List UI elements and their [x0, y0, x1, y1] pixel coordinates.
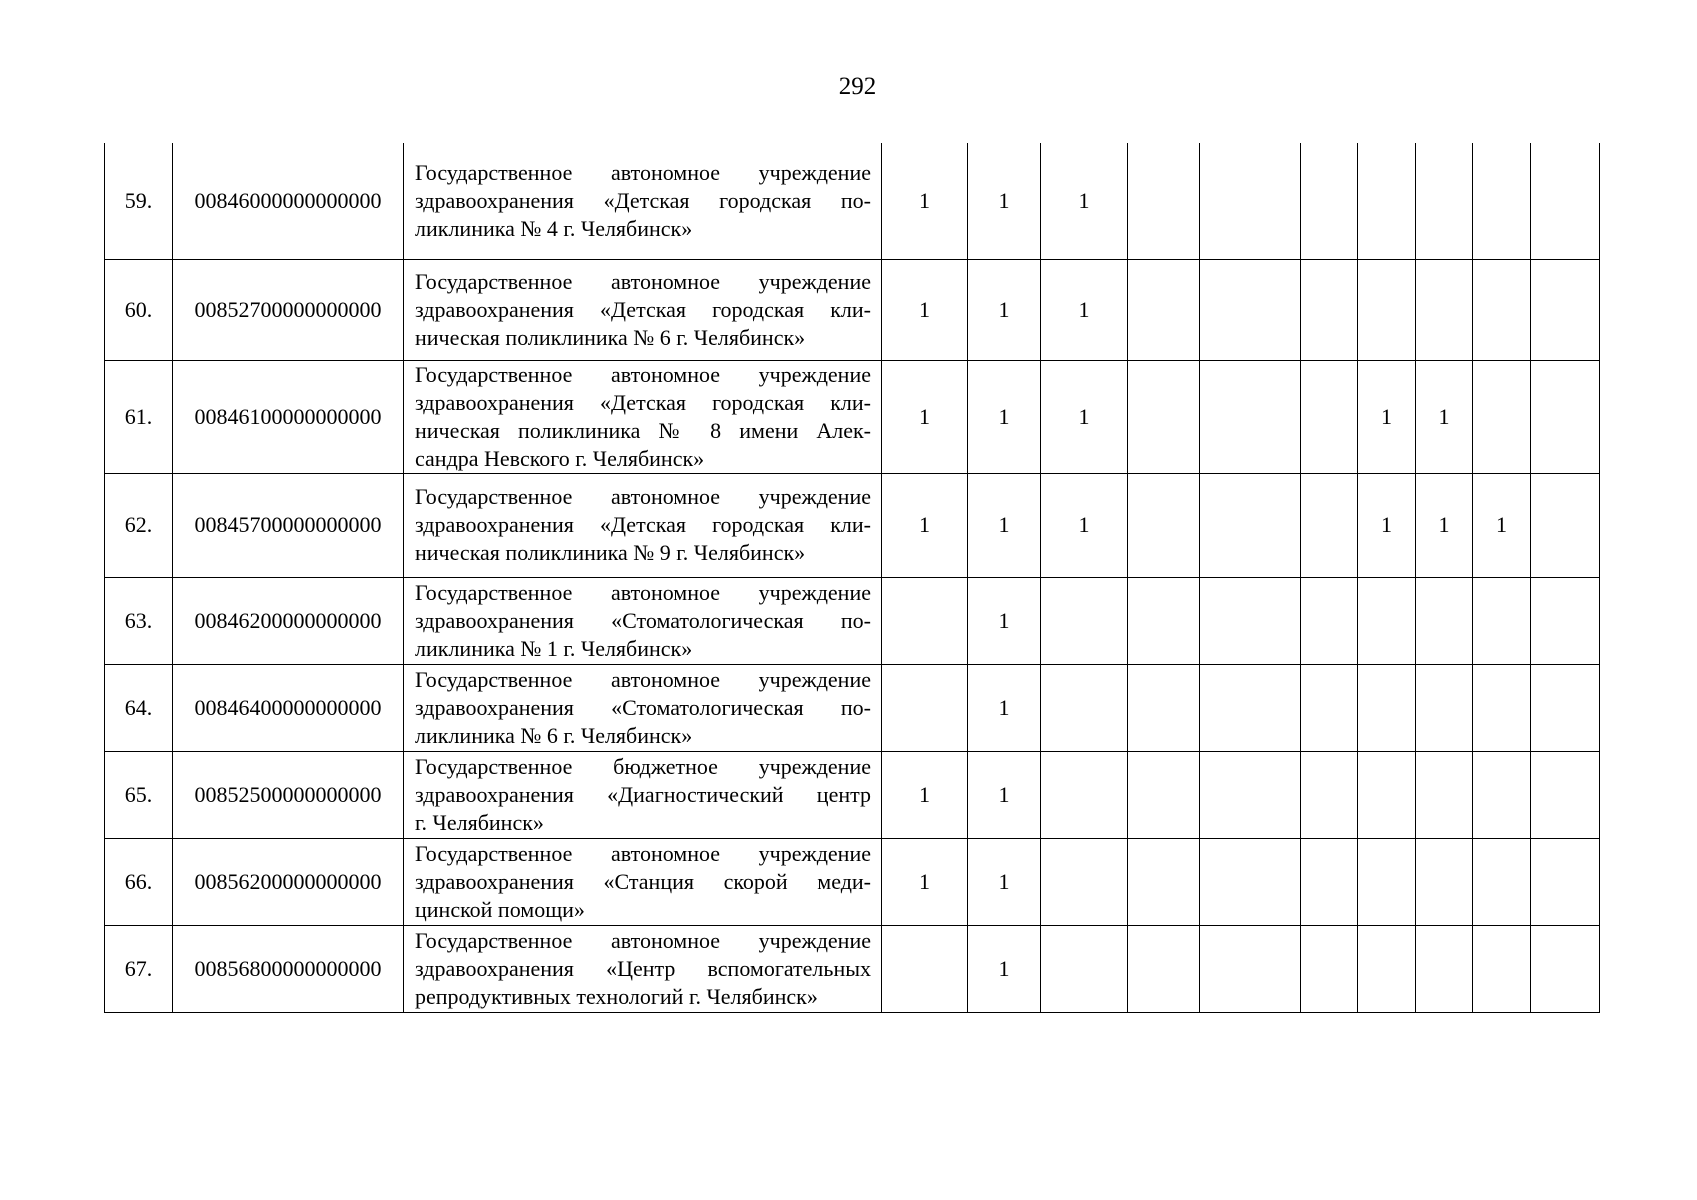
institution-name-line: Государственное бюджетное учреждение	[415, 753, 871, 779]
institution-name	[404, 360, 882, 473]
institution-name-line: ническая поликлиника № 9 г. Челябинск»	[415, 540, 806, 565]
value-cell	[1301, 664, 1358, 751]
institution-code: 00856200000000000	[173, 838, 404, 925]
value-cell: 1	[968, 259, 1041, 360]
value-cell: 1	[968, 577, 1041, 664]
value-cell	[1200, 259, 1301, 360]
value-cell	[1041, 664, 1128, 751]
institution-name-line: здравоохранения «Станция скорой меди-	[415, 868, 871, 894]
institution-name-line: здравоохранения «Диагностический центр	[415, 781, 871, 807]
value-cell: 1	[882, 143, 968, 259]
value-cell	[1531, 664, 1600, 751]
page-number: 292	[838, 73, 877, 100]
institution-name	[404, 259, 882, 360]
table-row	[105, 473, 1600, 577]
value-cell	[1358, 577, 1416, 664]
institution-name	[404, 751, 882, 838]
institution-name-line: Государственное автономное учреждение	[415, 268, 871, 294]
value-cell: 1	[1041, 473, 1128, 577]
value-cell	[1200, 473, 1301, 577]
value-cell	[1200, 664, 1301, 751]
value-cell	[1301, 838, 1358, 925]
institution-code: 00845700000000000	[173, 473, 404, 577]
row-number: 63.	[105, 577, 173, 664]
value-cell	[1128, 838, 1200, 925]
institution-code: 00846000000000000	[173, 143, 404, 259]
institution-name-line: здравоохранения «Стоматологическая по-	[415, 607, 871, 633]
value-cell	[1301, 751, 1358, 838]
value-cell	[1128, 360, 1200, 473]
row-number: 64.	[105, 664, 173, 751]
value-cell	[1473, 838, 1531, 925]
value-cell	[1301, 577, 1358, 664]
row-number: 67.	[105, 925, 173, 1012]
institution-name	[404, 925, 882, 1012]
institution-code: 00852500000000000	[173, 751, 404, 838]
table-row	[105, 259, 1600, 360]
value-cell	[1041, 925, 1128, 1012]
value-cell: 1	[882, 259, 968, 360]
institution-name-line: здравоохранения «Детская городская кли-	[415, 296, 871, 322]
value-cell: 1	[968, 143, 1041, 259]
row-number: 66.	[105, 838, 173, 925]
value-cell	[1531, 473, 1600, 577]
institution-name-line: здравоохранения «Детская городская кли-	[415, 389, 871, 415]
value-cell	[1301, 259, 1358, 360]
value-cell: 1	[882, 838, 968, 925]
value-cell	[1041, 577, 1128, 664]
value-cell	[1128, 143, 1200, 259]
value-cell	[1041, 838, 1128, 925]
institution-code: 00846100000000000	[173, 360, 404, 473]
value-cell	[1128, 751, 1200, 838]
value-cell	[1416, 838, 1473, 925]
value-cell	[882, 577, 968, 664]
value-cell: 1	[968, 925, 1041, 1012]
table-row	[105, 838, 1600, 925]
institution-name-line: Государственное автономное учреждение	[415, 579, 871, 605]
table-row	[105, 577, 1600, 664]
value-cell	[1531, 259, 1600, 360]
value-cell: 1	[1473, 473, 1531, 577]
institution-name-line: сандра Невского г. Челябинск»	[415, 445, 705, 471]
institution-name-line: ликлиника № 1 г. Челябинск»	[415, 635, 693, 661]
institution-name-line: цинской помощи»	[415, 896, 585, 922]
value-cell	[1301, 360, 1358, 473]
value-cell	[1473, 143, 1531, 259]
institution-name-line: Государственное автономное учреждение	[415, 840, 871, 866]
value-cell	[1358, 143, 1416, 259]
institution-name-line: здравоохранения «Центр вспомогательных	[415, 955, 871, 981]
value-cell: 1	[882, 360, 968, 473]
institution-name-line: ническая поликлиника № 6 г. Челябинск»	[415, 324, 806, 350]
value-cell	[1531, 577, 1600, 664]
value-cell	[1128, 925, 1200, 1012]
value-cell	[1301, 143, 1358, 259]
institution-name-line: Государственное автономное учреждение	[415, 666, 871, 692]
value-cell	[1473, 360, 1531, 473]
row-number: 65.	[105, 751, 173, 838]
value-cell	[1301, 473, 1358, 577]
value-cell	[1358, 664, 1416, 751]
value-cell	[1200, 360, 1301, 473]
value-cell	[1416, 925, 1473, 1012]
table-row	[105, 664, 1600, 751]
value-cell	[1041, 751, 1128, 838]
institutions-table	[104, 143, 1600, 1013]
institution-name	[404, 577, 882, 664]
value-cell	[1473, 664, 1531, 751]
value-cell: 1	[1358, 360, 1416, 473]
value-cell	[1531, 143, 1600, 259]
value-cell	[1416, 143, 1473, 259]
table-row	[105, 751, 1600, 838]
value-cell	[1200, 143, 1301, 259]
value-cell	[1531, 360, 1600, 473]
value-cell	[1200, 838, 1301, 925]
value-cell	[1200, 925, 1301, 1012]
value-cell	[1531, 925, 1600, 1012]
value-cell	[1416, 259, 1473, 360]
institution-name-line: Государственное автономное учреждение	[415, 159, 871, 185]
value-cell	[1531, 838, 1600, 925]
row-number: 60.	[105, 259, 173, 360]
value-cell	[1128, 259, 1200, 360]
value-cell	[1416, 577, 1473, 664]
value-cell: 1	[1416, 360, 1473, 473]
row-number: 61.	[105, 360, 173, 473]
value-cell: 1	[1041, 143, 1128, 259]
value-cell	[1200, 751, 1301, 838]
value-cell: 1	[968, 751, 1041, 838]
institution-code: 00846200000000000	[173, 577, 404, 664]
value-cell	[1301, 925, 1358, 1012]
value-cell: 1	[1041, 259, 1128, 360]
institution-name-line: ликлиника № 6 г. Челябинск»	[415, 722, 693, 748]
table-row	[105, 360, 1600, 473]
value-cell: 1	[968, 473, 1041, 577]
row-number: 59.	[105, 143, 173, 259]
value-cell: 1	[1358, 473, 1416, 577]
value-cell	[882, 664, 968, 751]
institution-code: 00852700000000000	[173, 259, 404, 360]
institution-name-line: Государственное автономное учреждение	[415, 927, 871, 953]
institution-name-line: здравоохранения «Стоматологическая по-	[415, 694, 871, 720]
institution-name	[404, 143, 882, 259]
table-row	[105, 925, 1600, 1012]
institution-name	[404, 664, 882, 751]
institution-name-line: здравоохранения «Детская городская кли-	[415, 512, 871, 537]
institution-name-line: Государственное автономное учреждение	[415, 361, 871, 387]
institution-name-line: здравоохранения «Детская городская по-	[415, 187, 871, 213]
value-cell	[1358, 838, 1416, 925]
value-cell	[1531, 751, 1600, 838]
row-number: 62.	[105, 473, 173, 577]
value-cell	[1128, 473, 1200, 577]
value-cell	[1473, 925, 1531, 1012]
value-cell	[1358, 925, 1416, 1012]
institution-name-line: репродуктивных технологий г. Челябинск»	[415, 983, 818, 1009]
institution-name	[404, 838, 882, 925]
value-cell	[1473, 577, 1531, 664]
institution-name-line: Государственное автономное учреждение	[415, 484, 871, 509]
value-cell: 1	[968, 838, 1041, 925]
value-cell: 1	[882, 473, 968, 577]
value-cell: 1	[968, 664, 1041, 751]
value-cell: 1	[882, 751, 968, 838]
institution-name-line: ническая поликлиника № 8 имени Алек-	[415, 417, 871, 443]
institution-name	[404, 473, 882, 577]
table-row	[105, 143, 1600, 259]
institution-name-line: г. Челябинск»	[415, 809, 544, 835]
value-cell	[1128, 577, 1200, 664]
institution-name-line: ликлиника № 4 г. Челябинск»	[415, 215, 693, 241]
value-cell	[1200, 577, 1301, 664]
institution-code: 00846400000000000	[173, 664, 404, 751]
value-cell	[1473, 751, 1531, 838]
institution-code: 00856800000000000	[173, 925, 404, 1012]
value-cell	[1128, 664, 1200, 751]
value-cell	[1358, 751, 1416, 838]
value-cell	[1416, 751, 1473, 838]
value-cell	[1416, 664, 1473, 751]
value-cell: 1	[1416, 473, 1473, 577]
value-cell	[882, 925, 968, 1012]
value-cell	[1358, 259, 1416, 360]
value-cell: 1	[968, 360, 1041, 473]
value-cell: 1	[1041, 360, 1128, 473]
value-cell	[1473, 259, 1531, 360]
